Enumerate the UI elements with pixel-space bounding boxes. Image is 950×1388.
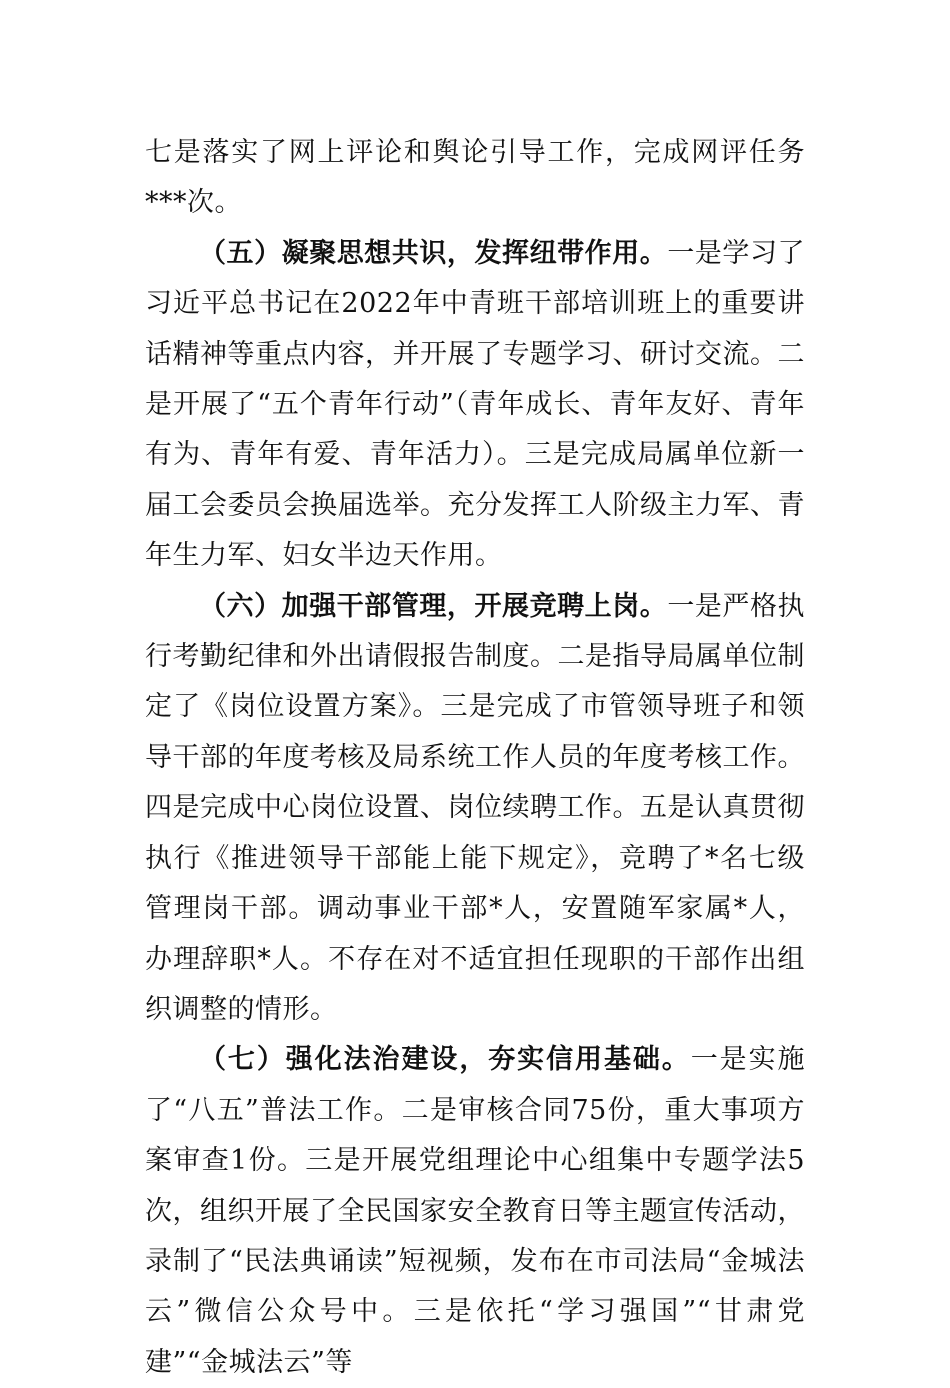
paragraph-continuation bbox=[145, 128, 805, 229]
paragraph-body: 一是学习了习近平总书记在2022年中青班干部培训班上的重要讲话精神等重点内容，并开展了专题学习、研讨交流。二是开展了“五个青年行动”（青年成长、青年友好、青年有为、青年有爱、青年活力）。三是完成局属单位新一届工会委员会换届选举。充分发挥工人阶级主力军、青年生力军、妇女半边天作用。 bbox=[145, 237, 806, 572]
section-heading: （六）加强干部管理，开展竞聘上岗。 bbox=[199, 590, 668, 622]
paragraph-body: 一是实施了“八五”普法工作。二是审核合同75份，重大事项方案审查1份。三是开展党组理论中心组集中专题学法5次，组织开展了全民国家安全教育日等主题宣传活动，录制了“民法典诵读”短视频，发布在市司法局“金城法云”微信公众号中。三是依托“学习强国”“甘肃党建”“金城法云”等 bbox=[145, 1044, 806, 1378]
paragraph-section-7 bbox=[145, 1035, 805, 1388]
paragraph-body: 一是严格执行考勤纪律和外出请假报告制度。二是指导局属单位制定了《岗位设置方案》。三是完成了市管领导班子和领导干部的年度考核及局系统工作人员的年度考核工作。四是完成中心岗位设置、岗位续聘工作。五是认真贯彻执行《推进领导干部能上能下规定》，竞聘了*名七级管理岗干部。调动事业干部*人，安置随军家属*人，办理辞职*人。不存在对不适宜担任现职的干部作出组织调整的情形。 bbox=[145, 590, 806, 1025]
paragraph-section-5 bbox=[145, 229, 805, 582]
section-heading: （五）凝聚思想共识，发挥纽带作用。 bbox=[199, 237, 668, 269]
paragraph-body: 七是落实了网上评论和舆论引导工作，完成网评任务***次。 bbox=[145, 137, 805, 219]
section-heading: （七）强化法治建设，夯实信用基础。 bbox=[199, 1044, 691, 1076]
paragraph-section-6 bbox=[145, 582, 805, 1036]
document-body bbox=[145, 128, 805, 1388]
